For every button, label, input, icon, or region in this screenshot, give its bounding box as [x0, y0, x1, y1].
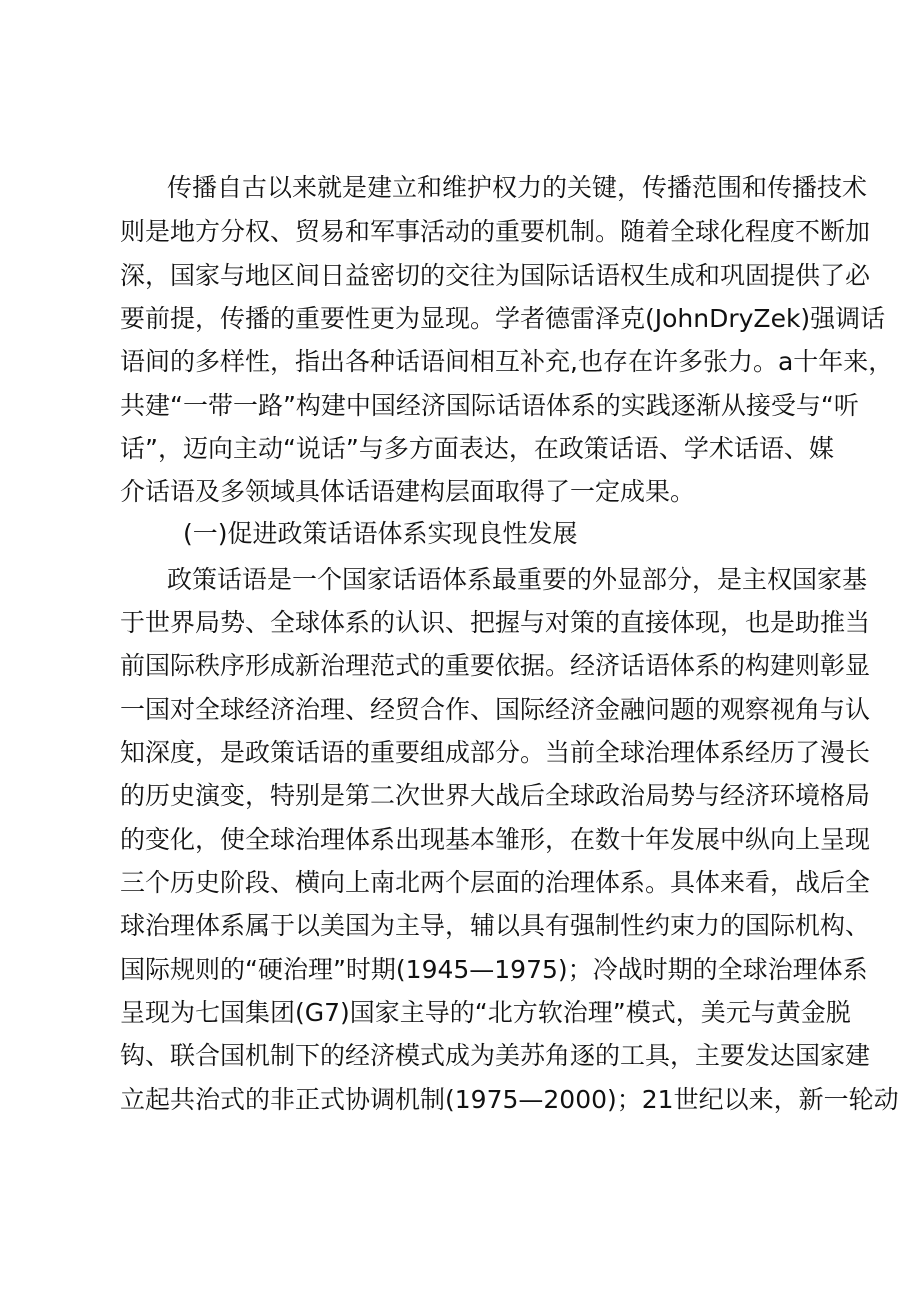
paragraph-2-line-9: 球治理体系属于以美国为主导，辅以具有强制性约束力的国际机构、: [120, 911, 871, 940]
section-heading: (一)促进政策话语体系实现良性发展: [183, 519, 578, 548]
paragraph-2-line-10: 国际规则的“硬治理”时期(1945—1975)；冷战时期的全球治理体系: [120, 955, 868, 984]
paragraph-2-line-3: 前国际秩序形成新治理范式的重要依据。经济话语体系的构建则彰显: [120, 651, 871, 680]
paragraph-2-line-12: 钩、联合国机制下的经济模式成为美苏角逐的工具，主要发达国家建: [120, 1041, 871, 1070]
paragraph-2-line-13: 立起共治式的非正式协调机制(1975—2000)；21世纪以来，新一轮动: [120, 1085, 899, 1114]
paragraph-2-line-7: 的变化，使全球治理体系出现基本雏形，在数十年发展中纵向上呈现: [120, 825, 871, 854]
paragraph-2-line-4: 一国对全球经济治理、经贸合作、国际经济金融问题的观察视角与认: [120, 695, 871, 724]
paragraph-2-line-5: 知深度，是政策话语的重要组成部分。当前全球治理体系经历了漫长: [120, 738, 871, 767]
paragraph-1-line-4: 要前提，传播的重要性更为显现。学者德雷泽克(JohnDryZek)强调话: [120, 304, 886, 333]
paragraph-1-line-1: 传播自古以来就是建立和维护权力的关键，传播范围和传播技术: [167, 173, 868, 202]
paragraph-1-line-2: 则是地方分权、贸易和军事活动的重要机制。随着全球化程度不断加: [120, 217, 871, 246]
paragraph-2-line-11: 呈现为七国集团(G7)国家主导的“北方软治理”模式，美元与黄金脱: [120, 998, 851, 1027]
paragraph-1-line-7: 话”，迈向主动“说话”与多方面表达，在政策话语、学术话语、媒: [120, 434, 834, 463]
paragraph-1-line-3: 深，国家与地区间日益密切的交往为国际话语权生成和巩固提供了必: [120, 261, 871, 290]
paragraph-2-line-2: 于世界局势、全球体系的认识、把握与对策的直接体现，也是助推当: [120, 608, 871, 637]
paragraph-1-line-6: 共建“一带一路”构建中国经济国际话语体系的实践逐渐从接受与“听: [120, 391, 859, 420]
paragraph-1-line-8: 介话语及多领域具体话语建构层面取得了一定成果。: [120, 477, 696, 506]
paragraph-2-line-1: 政策话语是一个国家话语体系最重要的外显部分，是主权国家基: [167, 565, 868, 594]
paragraph-2-line-8: 三个历史阶段、横向上南北两个层面的治理体系。具体来看，战后全: [120, 868, 871, 897]
paragraph-2-line-6: 的历史演变，特别是第二次世界大战后全球政治局势与经济环境格局: [120, 781, 871, 810]
paragraph-1-line-5: 语间的多样性，指出各种话语间相互补充,也存在许多张力。a十年来，: [120, 347, 894, 376]
